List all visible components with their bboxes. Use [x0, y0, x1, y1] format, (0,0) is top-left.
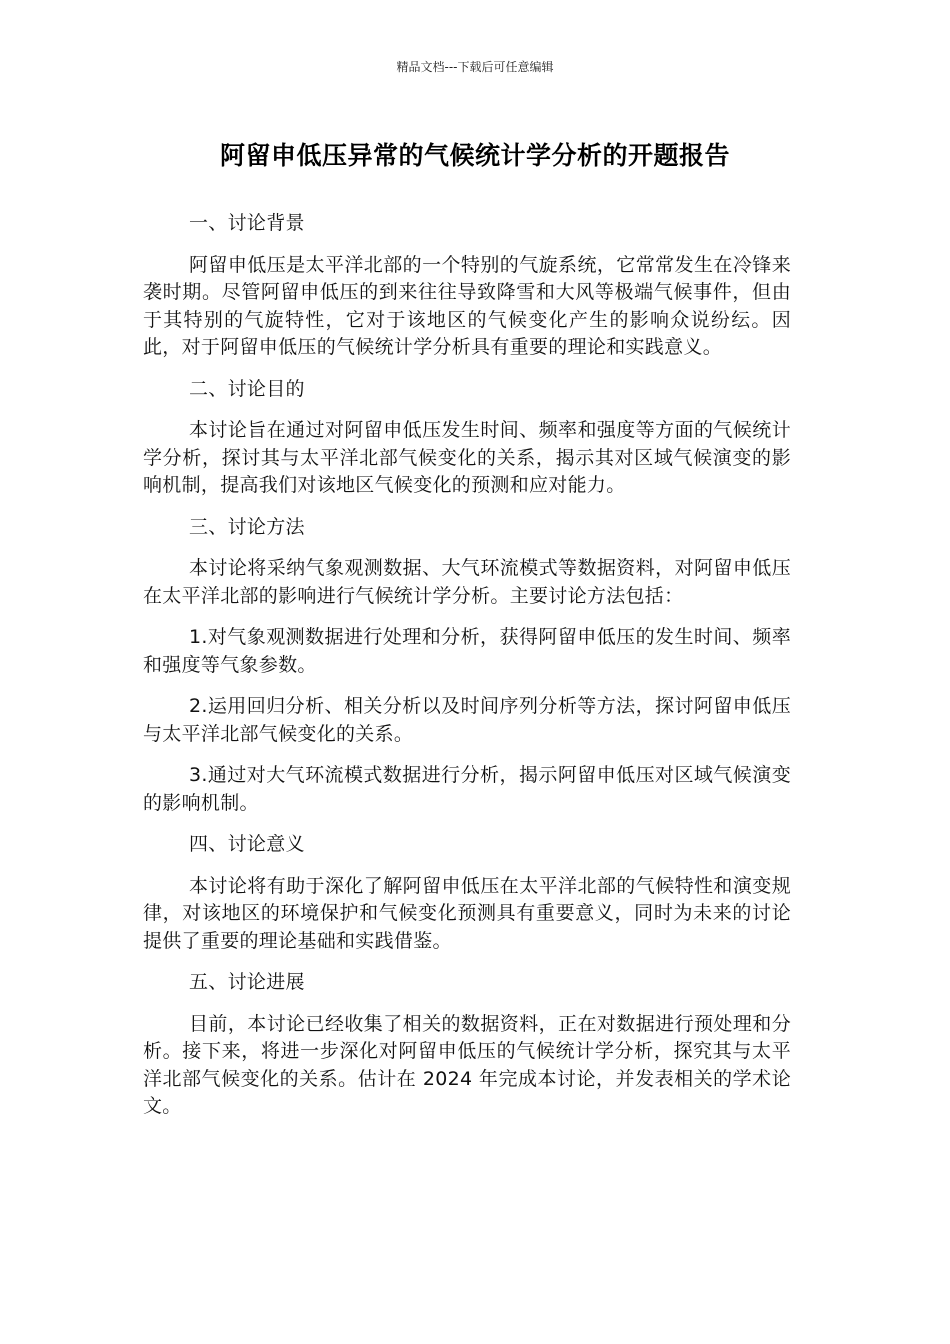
method-intro-paragraph: 本讨论将采纳气象观测数据、大气环流模式等数据资料，对阿留申低压在太平洋北部的影响进行气候统计学分析。主要讨论方法包括：: [143, 557, 791, 607]
document-title: 阿留申低压异常的气候统计学分析的开题报告: [219, 141, 730, 170]
section-heading-progress: 五、讨论进展: [189, 971, 305, 993]
purpose-paragraph: 本讨论旨在通过对阿留申低压发生时间、频率和强度等方面的气候统计学分析，探讨其与太平洋北部气候变化的关系，揭示其对区域气候演变的影响机制，提高我们对该地区气候变化的预测和应对能力。: [143, 419, 791, 496]
background-paragraph: 阿留申低压是太平洋北部的一个特别的气旋系统，它常常发生在冷锋来袭时期。尽管阿留申低压的到来往往导致降雪和大风等极端气候事件，但由于其特别的气旋特性，它对于该地区的气候变化产生的影响众说纷纭。因此，对于阿留申低压的气候统计学分析具有重要的理论和实践意义。: [143, 253, 791, 358]
section-heading-significance: 四、讨论意义: [189, 833, 305, 855]
method-item-3: 3.通过对大气环流模式数据进行分析，揭示阿留申低压对区域气候演变的影响机制。: [143, 764, 791, 814]
method-item-2: 2.运用回归分析、相关分析以及时间序列分析等方法，探讨阿留申低压与太平洋北部气候变化的关系。: [143, 695, 791, 745]
significance-paragraph: 本讨论将有助于深化了解阿留申低压在太平洋北部的气候特性和演变规律，对该地区的环境保护和气候变化预测具有重要意义，同时为未来的讨论提供了重要的理论基础和实践借鉴。: [143, 874, 791, 952]
method-item-1: 1.对气象观测数据进行处理和分析，获得阿留申低压的发生时间、频率和强度等气象参数。: [143, 626, 791, 676]
section-heading-background: 一、讨论背景: [189, 212, 305, 234]
section-heading-purpose: 二、讨论目的: [189, 377, 305, 400]
progress-paragraph: 目前，本讨论已经收集了相关的数据资料，正在对数据进行预处理和分析。接下来，将进一步深化对阿留申低压的气候统计学分析，探究其与太平洋北部气候变化的关系。估计在 2024 年完成本讨论，并发表相关的学术论文。: [143, 1012, 791, 1117]
section-heading-method: 三、讨论方法: [189, 515, 305, 538]
document-body: [143, 210, 791, 1135]
header-note: 精品文档---下载后可任意编辑: [396, 60, 554, 74]
